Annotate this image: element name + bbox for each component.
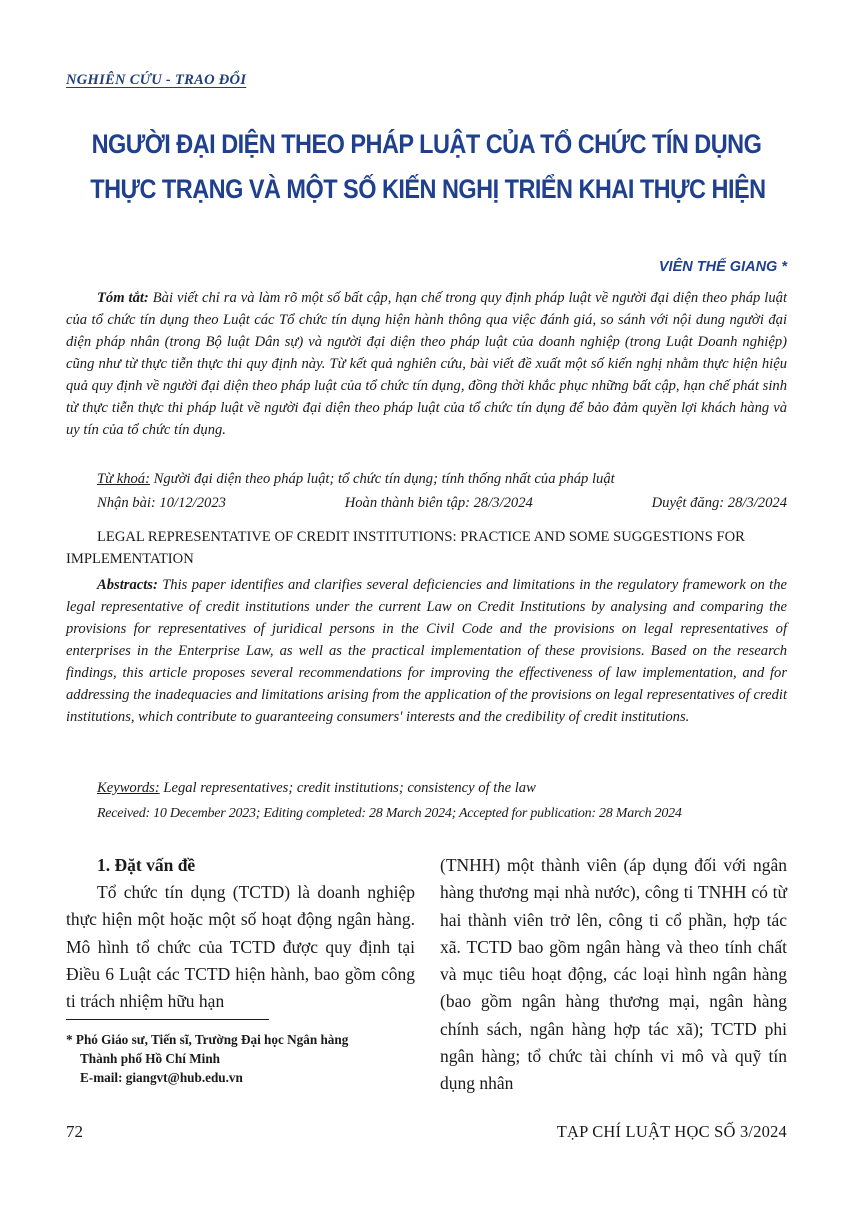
body-column-left [66, 852, 415, 1015]
abstract-en-label: Abstracts: [97, 577, 158, 593]
footnote-line-1: * Phó Giáo sư, Tiến sĩ, Trường Đại học Ngân hàng [66, 1032, 349, 1047]
footnote-email: E-mail: giangvt@hub.edu.vn [80, 1070, 243, 1085]
keywords-vi-label: Từ khoá: [97, 471, 150, 487]
abstract-en [66, 574, 787, 728]
journal-name: TẠP CHÍ LUẬT HỌC SỐ 3/2024 [556, 1122, 787, 1141]
keywords-en [66, 777, 787, 799]
section-heading: 1. Đặt vấn đề [97, 855, 196, 875]
footnote [66, 1030, 426, 1087]
article-title [90, 122, 766, 212]
summary-vi [66, 287, 787, 441]
keywords-en-label: Keywords: [97, 780, 160, 796]
title-line-2: THỰC TRẠNG VÀ MỘT SỐ KIẾN NGHỊ TRIỂN KHAI THỰC HIỆN [90, 174, 766, 204]
footnote-line-2: Thành phố Hồ Chí Minh [80, 1051, 220, 1066]
page-number: 72 [66, 1122, 83, 1141]
dates-en: Received: 10 December 2023; Editing completed: 28 March 2024; Accepted for publication: 28 March 2024 [97, 806, 682, 821]
footnote-divider [66, 1019, 269, 1020]
keywords-vi-text: Người đại diện theo pháp luật; tổ chức tín dụng; tính thống nhất của pháp luật [153, 471, 615, 487]
english-title: LEGAL REPRESENTATIVE OF CREDIT INSTITUTIONS: PRACTICE AND SOME SUGGESTIONS FOR IMPLEMENTATION [66, 529, 745, 567]
received-date: Nhận bài: 10/12/2023 [97, 495, 226, 511]
dates-vi [97, 495, 787, 512]
keywords-vi [66, 468, 787, 490]
section-label: NGHIÊN CỨU - TRAO ĐỔI [66, 72, 247, 88]
summary-vi-label: Tóm tắt: [97, 290, 149, 306]
body-paragraph-right: (TNHH) một thành viên (áp dụng đối với ngân hàng thương mại nhà nước), công ti TNHH có từ hai thành viên trở lên, công ti cổ phần, hợp tác xã. TCTD bao gồm ngân hàng và theo tính chất và mục tiêu hoạt động, các loại hình ngân hàng (bao gồm ngân hàng thương mại, ngân hàng chính sách, ngân hàng hợp tác xã); TCTD phi ngân hàng; tổ chức tài chính vi mô và quỹ tín dụng nhân [440, 855, 787, 1094]
accepted-date: Duyệt đăng: 28/3/2024 [651, 495, 787, 511]
author-name: VIÊN THẾ GIANG * [658, 259, 787, 275]
title-line-1: NGƯỜI ĐẠI DIỆN THEO PHÁP LUẬT CỦA TỔ CHỨC TÍN DỤNG [91, 129, 762, 159]
editing-date: Hoàn thành biên tập: 28/3/2024 [344, 495, 533, 511]
abstract-en-text: This paper identifies and clarifies several deficiencies and limitations in the regulatory framework on the legal representative of credit institutions under the current Law on Credit Institutions by analysing and comparing the provisions for representatives of juridical persons in the Civil Code and the provisions on legal representatives of enterprises in the Enterprise Law, as well as the practical implementation of these provisions. Based on the research findings, this article proposes several recommendations for improving the effectiveness of law implementation, and for addressing the inadequacies and limitations arising from the application of the provisions on legal representatives of credit institutions, which contribute to guaranteeing consumers' interests and the credibility of credit institutions. [66, 577, 787, 725]
body-column-right [440, 852, 787, 1098]
summary-vi-text: Bài viết chỉ ra và làm rõ một số bất cập, hạn chế trong quy định pháp luật về người đại diện theo pháp luật của tổ chức tín dụng theo Luật các Tổ chức tín dụng hiện hành thông qua việc đánh giá, so sánh với nội dung người đại diện pháp nhân (trong Bộ luật Dân sự) và người đại diện theo pháp luật của doanh nghiệp (trong Luật Doanh nghiệp) cũng như từ thực tiễn thực thi quy định này. Từ kết quả nghiên cứu, bài viết đề xuất một số kiến nghị nhằm thực hiện hiệu quả quy định về người đại diện theo pháp luật của tổ chức tín dụng, đồng thời khắc phục những bất cập, hạn chế phát sinh từ thực tiễn thực thi pháp luật về người đại diện theo pháp luật của tổ chức tín dụng để bảo đảm quyền lợi khách hàng và uy tín của tổ chức tín dụng. [66, 290, 787, 438]
body-paragraph-left: Tổ chức tín dụng (TCTD) là doanh nghiệp thực hiện một hoặc một số hoạt động ngân hàng. Mô hình tổ chức của TCTD được quy định tại Điều 6 Luật các TCTD hiện hành, bao gồm công ti trách nhiệm hữu hạn [66, 882, 415, 1012]
keywords-en-text: Legal representatives; credit institutions; consistency of the law [163, 780, 536, 796]
